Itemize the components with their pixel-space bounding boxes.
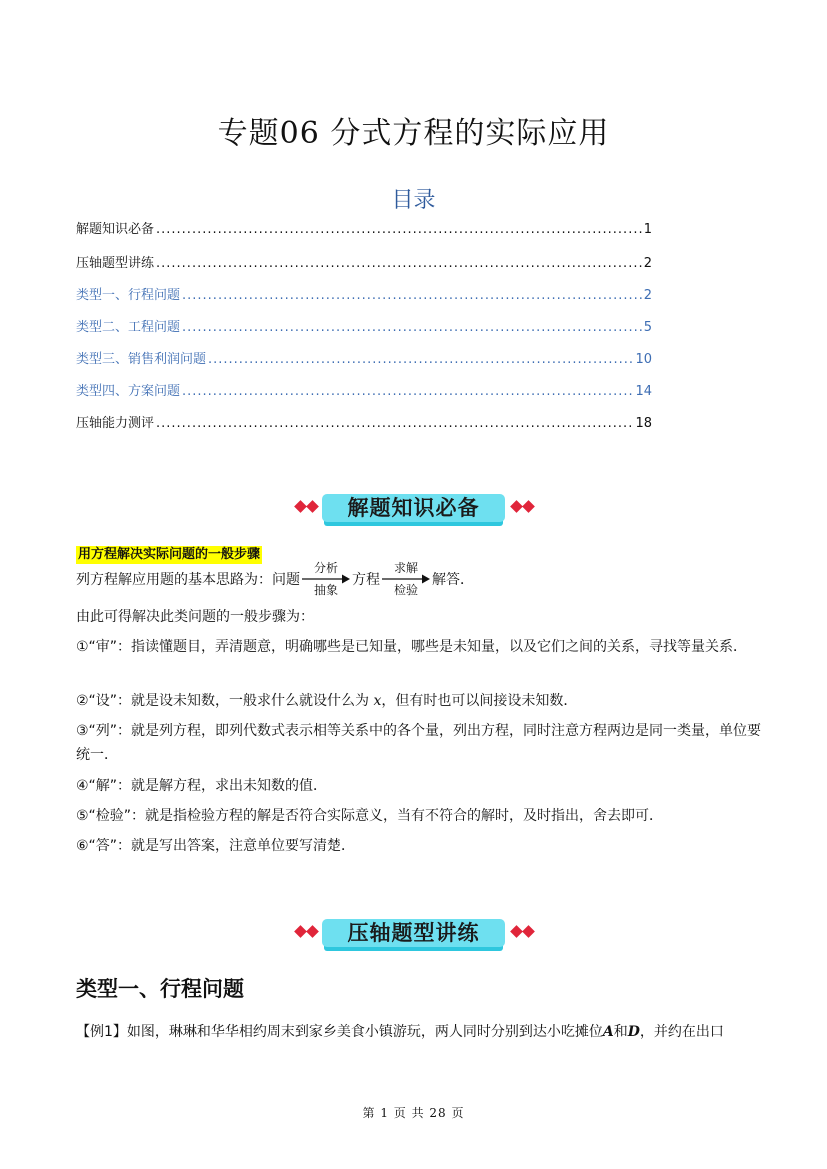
flow-line — [76, 561, 766, 597]
step-1: ①“审”：指读懂题目，弄清题意，明确哪些是已知量，哪些是未知量，以及它们之间的关系，寻找等量关系． — [76, 639, 748, 655]
toc-item-label: 类型一、行程问题 — [76, 288, 181, 303]
flow-mid: 方程 — [352, 572, 380, 588]
arrow-analyze — [302, 561, 350, 597]
diamond-icon — [306, 925, 319, 938]
arrow-top-label: 求解 — [393, 561, 418, 575]
diamond-icon — [294, 500, 307, 513]
arrow-bottom-label: 抽象 — [313, 583, 338, 597]
section-banner-practice — [0, 915, 827, 955]
example-text-mid: 和 — [613, 1024, 628, 1040]
diamond-icon — [306, 500, 319, 513]
step-5: ⑤“检验”：就是指检验方程的解是否符合实际意义，当有不符合的解时，及时指出，舍去即可． — [76, 808, 664, 824]
example-text: 【例1】如图，琳琳和华华相约周末到家乡美食小镇游玩，两人同时分别到达小吃摊位 — [76, 1024, 603, 1040]
intro-text: 由此可得解决此类问题的一般步骤为： — [76, 609, 314, 625]
flow-lead: 列方程解应用题的基本思路为：问题 — [76, 572, 300, 588]
example-1 — [76, 1020, 766, 1044]
banner-text: 解题知识必备 — [347, 496, 480, 520]
toc-item-page: 18 — [635, 416, 652, 431]
variable-d: D — [627, 1024, 640, 1040]
toc-leader — [156, 256, 642, 271]
toc-item-type1[interactable] — [76, 284, 652, 303]
section-banner-knowledge — [0, 490, 827, 530]
toc-leader — [182, 320, 642, 335]
highlighted-heading: 用方程解决实际问题的一般步骤 — [78, 547, 261, 562]
toc-item-type3[interactable] — [76, 348, 652, 367]
variable-x: x — [373, 693, 382, 709]
diamond-icon — [522, 500, 535, 513]
banner-text: 压轴题型讲练 — [347, 921, 480, 945]
toc-leader — [156, 222, 642, 237]
arrow-top-label: 分析 — [313, 561, 338, 575]
toc-item-page: 2 — [643, 288, 652, 303]
step-2-text-end: ，但有时也可以间接设未知数． — [381, 693, 578, 709]
page-footer: 第 1 页 共 28 页 — [362, 1106, 465, 1120]
toc-item-page: 5 — [643, 320, 652, 335]
toc-item-practice[interactable] — [76, 252, 652, 271]
toc-item-label: 压轴题型讲练 — [76, 256, 155, 271]
toc-item-page: 1 — [643, 222, 652, 237]
toc-item-label: 解题知识必备 — [76, 222, 155, 237]
toc-item-page: 10 — [635, 352, 652, 367]
section-heading-type1: 类型一、行程问题 — [76, 977, 244, 1001]
toc-item-page: 2 — [643, 256, 652, 271]
toc-item-knowledge[interactable] — [76, 218, 652, 237]
diamond-icon — [510, 925, 523, 938]
step-4: ④“解”：就是解方程，求出未知数的值． — [76, 778, 328, 794]
toc-title: 目录 — [391, 188, 436, 213]
toc-leader — [208, 352, 633, 367]
toc-item-type2[interactable] — [76, 316, 652, 335]
diamond-icon — [510, 500, 523, 513]
diamond-icon — [522, 925, 535, 938]
toc-item-label: 类型二、工程问题 — [76, 320, 181, 335]
step-2 — [76, 689, 766, 713]
step-2-text: ②“设”：就是设未知数，一般求什么就设什么为 — [76, 693, 374, 709]
toc-item-page: 14 — [635, 384, 652, 399]
toc-item-label: 类型四、方案问题 — [76, 384, 181, 399]
diamond-icon — [294, 925, 307, 938]
toc-item-type4[interactable] — [76, 380, 652, 399]
toc-item-assessment[interactable] — [76, 412, 652, 431]
toc-leader — [156, 416, 633, 431]
page-title: 专题06 分式方程的实际应用 — [217, 116, 610, 151]
toc-leader — [182, 288, 642, 303]
toc-item-label: 压轴能力测评 — [76, 416, 155, 431]
toc-leader — [182, 384, 633, 399]
step-6: ⑥“答”：就是写出答案，注意单位要写清楚． — [76, 838, 356, 854]
step-3: ③“列”：就是列方程，即列代数式表示相等关系中的各个量，列出方程，同时注意方程两边是同一类量，单位要统一． — [76, 723, 762, 763]
example-text-end: ，并约在出口 — [639, 1024, 724, 1040]
flow-end: 解答． — [432, 572, 474, 588]
arrow-solve — [382, 561, 430, 597]
arrow-bottom-label: 检验 — [393, 583, 418, 597]
variable-a: A — [602, 1024, 614, 1040]
toc-item-label: 类型三、销售利润问题 — [76, 352, 207, 367]
